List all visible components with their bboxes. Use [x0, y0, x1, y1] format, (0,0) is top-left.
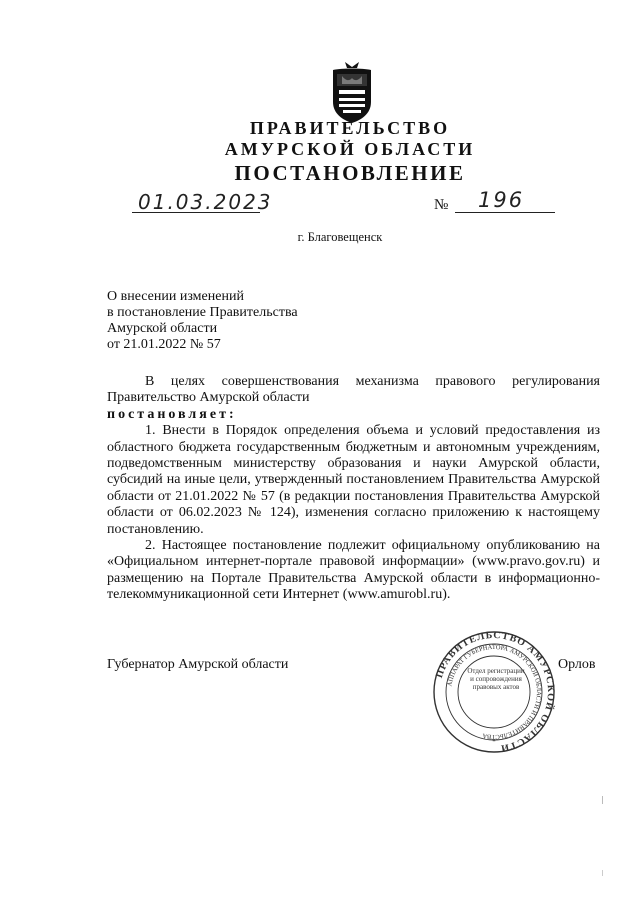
- signatory-title: Губернатор Амурской области: [107, 657, 289, 672]
- document-type-title: ПОСТАНОВЛЕНИЕ: [234, 161, 466, 185]
- svg-text:АППАРАТ ГУБЕРНАТОРА АМУРСКОЙ О: АППАРАТ ГУБЕРНАТОРА АМУРСКОЙ ОБЛАСТИ И ПРАВИТЕЛЬСТВА: [446, 643, 543, 741]
- svg-text:*: *: [492, 738, 496, 746]
- city-name: г. Благовещенск: [297, 230, 383, 244]
- item-2-paragraph: 2. Настоящее постановление подлежит официальному опубликованию на «Официальном интернет-портале правовой информации» (www.pravo.gov.ru) и размещению на Портале Правительства Амурской области в информационно-телекоммуникационной сети Интернет (www.amurobl.ru).: [107, 538, 600, 603]
- number-label: №: [434, 197, 449, 213]
- document-date: 01.03.2023: [138, 190, 273, 214]
- org-name-line1: ПРАВИТЕЛЬСТВО: [249, 118, 451, 138]
- document-subject: [107, 289, 298, 353]
- scan-mark: [602, 870, 603, 876]
- document-body: [107, 374, 600, 604]
- subject-line: Амурской области: [107, 321, 218, 336]
- item-1-paragraph: 1. Внести в Порядок определения объема и условий предоставления из областного бюджета государственным бюджетным и автономным учреждениям, подведомственным министерству образования и науки Амурской области, субсидий на иные цели, утвержденный постановлением Правительства Амурской области от 21.01.2022 № 57 (в редакции постановления Правительства Амурской области от 06.02.2023 № 124), изменения согласно приложению к настоящему постановлению.: [107, 423, 600, 537]
- subject-line: О внесении изменений: [107, 289, 244, 304]
- stamp-center-text: Отдел регистрации и сопровождения правовых актов: [467, 667, 525, 691]
- preamble-paragraph: В целях совершенствования механизма правового регулирования Правительство Амурской области: [107, 374, 600, 406]
- subject-line: от 21.01.2022 № 57: [107, 337, 221, 352]
- svg-text:ПРАВИТЕЛЬСТВО АМУРСКОЙ ОБЛАСТИ: ПРАВИТЕЛЬСТВО АМУРСКОЙ ОБЛАСТИ: [433, 630, 556, 754]
- document-number: 196: [478, 188, 525, 212]
- subject-line: в постановление Правительства: [107, 305, 298, 320]
- org-name-line2: АМУРСКОЙ ОБЛАСТИ: [224, 139, 476, 159]
- decree-word: постановляет:: [107, 406, 237, 422]
- official-stamp-icon: [432, 630, 556, 754]
- signatory-name: Орлов: [558, 657, 596, 672]
- coat-of-arms-icon: [327, 60, 377, 124]
- number-underline: [455, 212, 555, 213]
- scan-mark: [602, 796, 603, 804]
- date-underline: [132, 212, 260, 213]
